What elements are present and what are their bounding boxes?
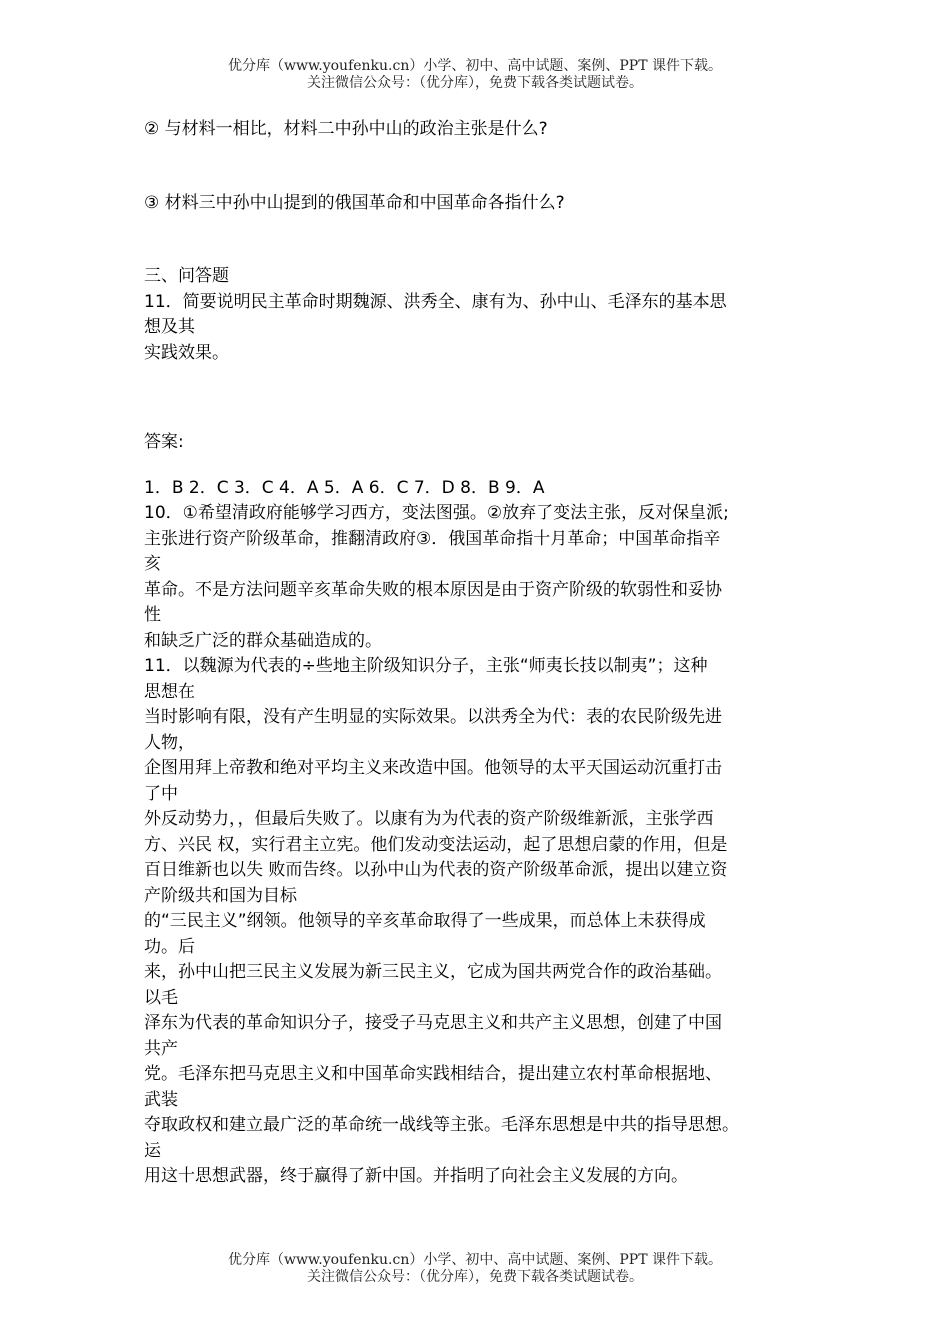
answer-11-line: 百日维新也以失 败而告终。以孙中山为代表的资产阶级革命派，提出以建立资: [144, 860, 728, 880]
answer-11-line: 共产: [144, 1038, 178, 1059]
document-body: [144, 117, 824, 1190]
answer-10-line: 亥: [144, 554, 161, 574]
answer-11-line: 夺取政权和建立最广泛的革命统一战线等主张。毛泽东思想是中共的指导思想。: [144, 1115, 739, 1135]
page-footer: [0, 1252, 950, 1286]
answer-11-line: 用这十思想武器，终于赢得了新中国。并指明了向社会主义发展的方向。: [144, 1166, 688, 1186]
answer-11-line: 外反动势力，，但最后失败了。以康有为为代表的资产阶级维新派，主张学西: [144, 809, 714, 829]
answer-11-line: 党。毛泽东把马克思主义和中国革命实践相结合，提出建立农村革命根据地、: [144, 1064, 722, 1084]
section-3-heading: 三、问答题: [144, 266, 229, 286]
answers-heading: 答案:: [144, 432, 184, 452]
answer-11-line: 的“三民主义”纲领。他领导的辛亥革命取得了一些成果，而总体上未获得成: [144, 911, 706, 931]
question-11-line: 想及其: [144, 317, 195, 337]
footer-line-1: 优分库（www.youfenku.cn）小学、初中、高中试题、案例、PPT 课件下载。: [227, 1252, 722, 1268]
answer-11-line: 运: [144, 1140, 161, 1161]
answer-11-line: 企图用拜上帝教和绝对平均主义来改造中国。他领导的太平天国运动沉重打击: [144, 758, 722, 778]
question-3: ③ 材料三中孙中山提到的俄国革命和中国革命各指什么?: [144, 192, 565, 213]
answer-11-line: 方、兴民 权，实行君主立宪。他们发动变法运动，起了思想启蒙的作用，但是: [144, 834, 728, 855]
answer-11-line: 来，孙中山把三民主义发展为新三民主义，它成为国共两党合作的政治基础。: [144, 962, 722, 982]
question-11-line: 实践效果。: [144, 342, 229, 363]
answer-11-line: 了中: [144, 783, 178, 804]
answer-11-line: 11．以魏源为代表的÷些地主阶级知识分子，主张“师夷长技以制夷”；这种: [144, 656, 708, 676]
answer-11-line: 以毛: [144, 987, 178, 1008]
header-line-1: 优分库（www.youfenku.cn）小学、初中、高中试题、案例、PPT 课件下载。: [227, 58, 722, 74]
footer-line-2: 关注微信公众号：（优分库），免费下载各类试题试卷。: [307, 1269, 643, 1285]
answer-11-line: 人物，: [144, 732, 195, 753]
answers-choice-line: 1．B 2．C 3．C 4．A 5．A 6．C 7．D 8．B 9．A: [144, 477, 545, 498]
answer-10-line: 和缺乏广泛的群众基础造成的。: [144, 630, 382, 651]
answer-10-line: 10．①希望清政府能够学习西方，变法图强。②放弃了变法主张，反对保皇派;: [144, 503, 729, 523]
answer-11-line: 功。后: [144, 936, 195, 957]
answer-11-line: 武装: [144, 1089, 178, 1110]
header-line-2: 关注微信公众号：（优分库），免费下载各类试题试卷。: [307, 75, 643, 91]
answer-11-line: 产阶级共和国为目标: [144, 885, 297, 906]
question-11-line: 11．简要说明民主革命时期魏源、洪秀全、康有为、孙中山、毛泽东的基本思: [144, 291, 727, 312]
answer-11-line: 泽东为代表的革命知识分子，接受子马克思主义和共产主义思想，创建了中国: [144, 1013, 722, 1033]
answer-10-line: 主张进行资产阶级革命，推翻清政府③．俄国革命指十月革命；中国革命指辛: [144, 528, 721, 549]
answer-10-line: 革命。不是方法问题辛亥革命失败的根本原因是由于资产阶级的软弱性和妥协: [144, 579, 722, 600]
question-2: ② 与材料一相比，材料二中孙中山的政治主张是什么?: [144, 119, 548, 139]
answer-11-line: 当时影响有限，没有产生明显的实际效果。以洪秀全为代：表的农民阶级先进: [144, 707, 722, 727]
answer-10-line: 性: [144, 605, 161, 625]
page-header: [0, 58, 950, 92]
answer-11-line: 思想在: [144, 681, 195, 702]
